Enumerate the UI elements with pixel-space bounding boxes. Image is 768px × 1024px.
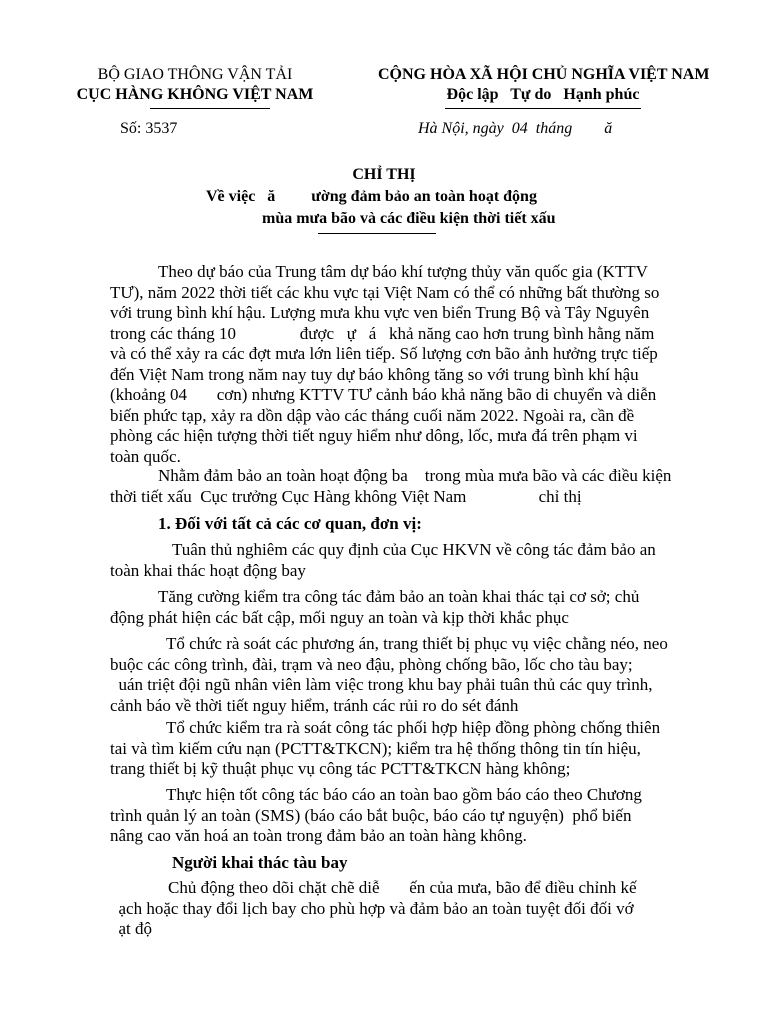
text-line: Thực hiện tốt công tác báo cáo an toàn bao gồm báo cáo theo Chương [166,785,642,804]
text-line: trong các tháng 10 được ự á khả năng cao hơn trung bình hằng năm [110,323,655,343]
text-line: cảnh báo về thời tiết nguy hiểm, tránh các rủi ro do sét đánh [110,695,519,715]
ministry-name: BỘ GIAO THÔNG VẬN TẢI [97,66,293,83]
motto-underline [445,108,641,109]
text-line: buộc các công trình, đài, trạm và neo đậu, phòng chống bão, lốc cho tàu bay; [110,654,633,674]
text-line: Nhằm đảm bảo an toàn hoạt động ba trong mùa mưa bão và các điều kiện [158,466,672,485]
subject-underline [318,233,436,234]
subject-line-1: Về việc ă ường đảm bảo an toàn hoạt động [206,188,537,205]
section-2-heading: Người khai thác tàu bay [172,853,348,872]
document-title: CHỈ THỊ [352,166,416,183]
text-line: Tăng cường kiểm tra công tác đảm bảo an toàn khai thác tại cơ sở; chủ [158,587,640,606]
text-line: nâng cao văn hoá an toàn trong đảm bảo an toàn hàng không. [110,826,527,845]
section-1-item-c [110,634,668,716]
text-line: động phát hiện các bất cập, mối nguy an toàn và kịp thời khắc phục [110,607,569,627]
text-line: (khoảng 04 cơn) nhưng KTTV TƯ cảnh báo khả năng bão di chuyển và diễn [110,385,657,404]
section-1-item-a [110,540,656,581]
text-line: toàn khai thác hoạt động bay [110,560,306,580]
section-2-item-a [110,878,637,940]
place-date: Hà Nội, ngày 04 tháng ă [418,120,613,137]
text-line: toàn quốc. [110,446,181,466]
text-line: biến phức tạp, xảy ra dồn dập vào các tháng cuối năm 2022. Ngoài ra, cần đề [110,405,635,425]
text-line: ạch hoặc thay đổi lịch bay cho phù hợp và đảm bảo an toàn tuyệt đối đối vớ [110,898,634,918]
text-line: Theo dự báo của Trung tâm dự báo khí tượng thủy văn quốc gia (KTTV [158,262,648,281]
text-line: Tuân thủ nghiêm các quy định của Cục HKVN về công tác đảm bảo an [172,540,656,559]
text-line: trang thiết bị kỹ thuật phục vụ công tác PCTT&TKCN hàng không; [110,759,571,778]
subject-line-2: mùa mưa bão và các điều kiện thời tiết xấu [262,210,556,227]
agency-name: CỤC HÀNG KHÔNG VIỆT NAM [76,86,314,103]
text-line: thời tiết xấu Cục trưởng Cục Hàng không Việt Nam chỉ thị [110,486,582,506]
motto: Độc lập Tự do Hạnh phúc [446,86,640,103]
section-1-item-d [110,718,660,780]
text-line: trình quản lý an toàn (SMS) (báo cáo bắt buộc, báo cáo tự nguyện) phổ biến [110,805,632,825]
text-line: đến Việt Nam trong năm nay tuy dự báo không tăng so với trung bình khí hậu [110,364,639,384]
section-1-item-e [110,785,642,847]
paragraph-directive-intro [110,466,671,507]
text-line: Chủ động theo dõi chặt chẽ diễ ến của mưa, bão để điều chỉnh kế [168,878,637,897]
country-name: CỘNG HÒA XÃ HỘI CHỦ NGHĨA VIỆT NAM [378,66,710,83]
text-line: tai và tìm kiếm cứu nạn (PCTT&TKCN); kiểm tra hệ thống thông tin tín hiệu, [110,738,641,758]
text-line: Tổ chức rà soát các phương án, trang thiết bị phục vụ việc chằng néo, neo [166,634,668,653]
text-line: và có thể xảy ra các đợt mưa lớn liên tiếp. Số lượng cơn bão ảnh hưởng trực tiếp [110,344,658,363]
text-line: phòng các hiện tượng thời tiết nguy hiểm như dông, lốc, mưa đá trên phạm vi [110,426,638,445]
section-1-heading: 1. Đối với tất cả các cơ quan, đơn vị: [158,514,422,533]
document-number: Số: 3537 [120,120,178,137]
text-line: ạt độ [110,919,153,938]
text-line: Tổ chức kiểm tra rà soát công tác phối hợp hiệp đồng phòng chống thiên [166,718,661,737]
text-line: uán triệt đội ngũ nhân viên làm việc trong khu bay phải tuân thủ các quy trình, [110,675,653,694]
section-1-item-b [110,587,639,628]
text-line: TƯ), năm 2022 thời tiết các khu vực tại Việt Nam có thể có những bất thường so [110,282,660,302]
paragraph-forecast [110,262,659,467]
agency-underline [150,108,270,109]
text-line: với trung bình khí hậu. Lượng mưa khu vực ven biển Trung Bộ và Tây Nguyên [110,303,650,322]
